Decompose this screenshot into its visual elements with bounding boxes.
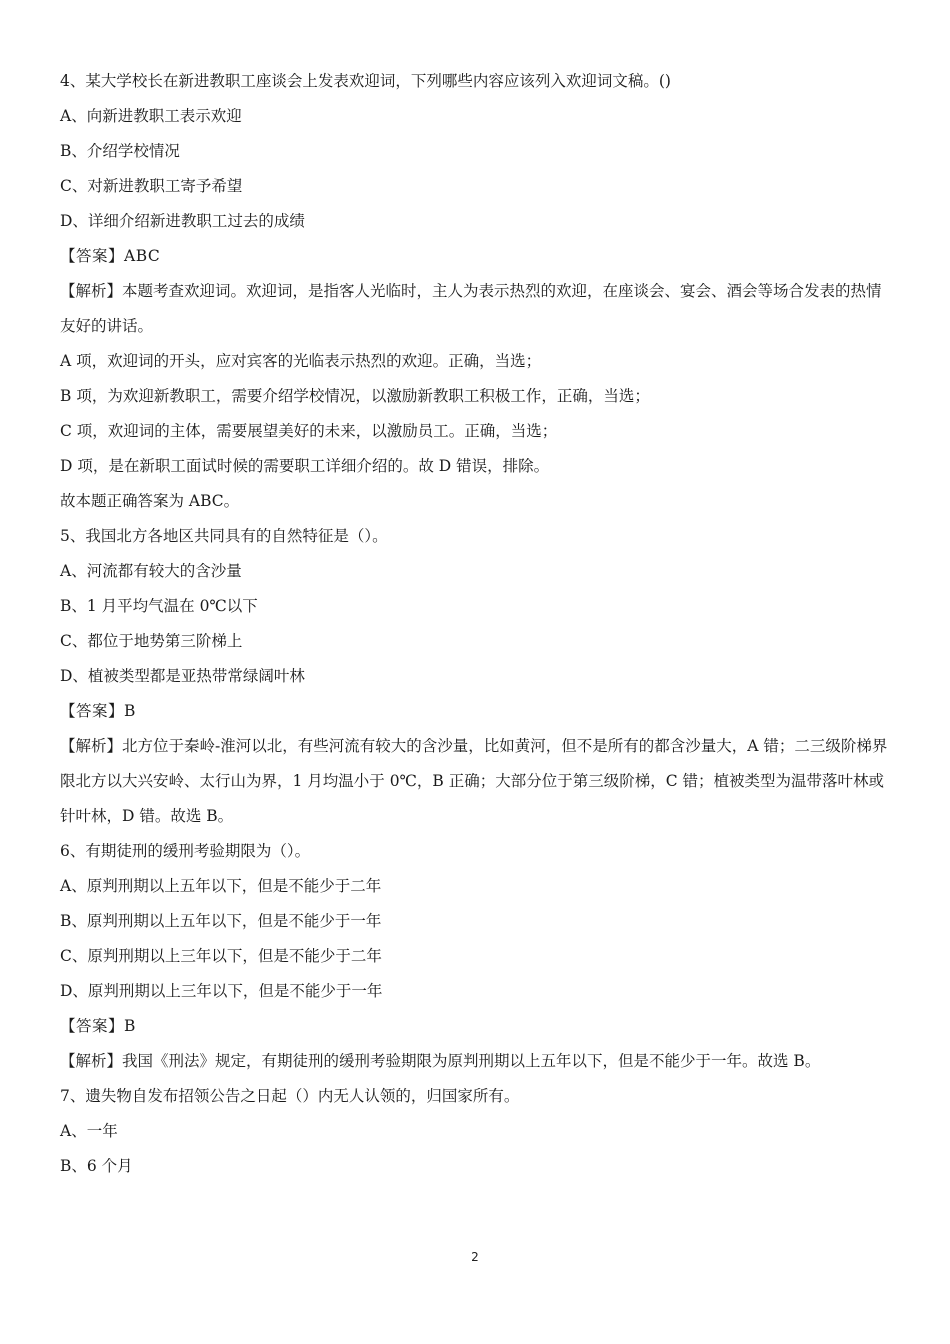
q6-analysis: 【解析】我国《刑法》规定，有期徒刑的缓刑考验期限为原判刑期以上五年以下，但是不能少于一年。故选 B。	[60, 1052, 821, 1070]
q4-analysis-c: C 项，欢迎词的主体，需要展望美好的未来，以激励员工。正确，当选；	[60, 422, 558, 440]
q7-option-b: B、6 个月	[60, 1157, 133, 1175]
question-7: 7、遗失物自发布招领公告之日起（）内无人认领的，归国家所有。	[60, 1087, 520, 1105]
q4-answer: 【答案】ABC	[60, 247, 161, 265]
q4-analysis-b: B 项，为欢迎新教职工，需要介绍学校情况，以激励新教职工积极工作，正确，当选；	[60, 387, 650, 405]
q6-option-c: C、原判刑期以上三年以下，但是不能少于二年	[60, 947, 382, 965]
q4-option-b: B、介绍学校情况	[60, 142, 180, 160]
q5-option-c: C、都位于地势第三阶梯上	[60, 632, 243, 650]
q4-analysis-d: D 项，是在新职工面试时候的需要职工详细介绍的。故 D 错误，排除。	[60, 457, 550, 475]
document-page	[60, 64, 895, 1184]
q4-option-d: D、详细介绍新进教职工过去的成绩	[60, 212, 305, 230]
q5-analysis: 【解析】北方位于秦岭-淮河以北，有些河流有较大的含沙量，比如黄河，但不是所有的都含沙量大，A 错；二三级阶梯界限北方以大兴安岭、太行山为界，1 月均温小于 0℃，B 正确；大部分位于第三级阶梯，C 错；植被类型为温带落叶林或针叶林，D 错。故选 B。	[60, 737, 888, 825]
q6-option-a: A、原判刑期以上五年以下，但是不能少于二年	[60, 877, 382, 895]
page-number: 2	[471, 1250, 479, 1264]
question-5: 5、我国北方各地区共同具有的自然特征是（）。	[60, 527, 388, 545]
q6-answer: 【答案】B	[60, 1017, 136, 1035]
question-4: 4、某大学校长在新进教职工座谈会上发表欢迎词，下列哪些内容应该列入欢迎词文稿。()	[60, 72, 671, 90]
q7-option-a: A、一年	[60, 1122, 118, 1140]
q5-answer: 【答案】B	[60, 702, 136, 720]
q6-option-d: D、原判刑期以上三年以下，但是不能少于一年	[60, 982, 383, 1000]
q4-option-c: C、对新进教职工寄予希望	[60, 177, 243, 195]
q5-option-d: D、植被类型都是亚热带常绿阔叶林	[60, 667, 305, 685]
q5-option-a: A、河流都有较大的含沙量	[60, 562, 242, 580]
q4-option-a: A、向新进教职工表示欢迎	[60, 107, 242, 125]
q4-conclusion: 故本题正确答案为 ABC。	[60, 492, 240, 510]
q4-analysis: 【解析】本题考查欢迎词。欢迎词，是指客人光临时，主人为表示热烈的欢迎，在座谈会、宴会、酒会等场合发表的热情友好的讲话。	[60, 282, 882, 335]
q6-option-b: B、原判刑期以上五年以下，但是不能少于一年	[60, 912, 382, 930]
q5-option-b: B、1 月平均气温在 0℃以下	[60, 597, 258, 615]
question-6: 6、有期徒刑的缓刑考验期限为（）。	[60, 842, 311, 860]
q4-analysis-a: A 项，欢迎词的开头，应对宾客的光临表示热烈的欢迎。正确，当选；	[60, 352, 542, 370]
